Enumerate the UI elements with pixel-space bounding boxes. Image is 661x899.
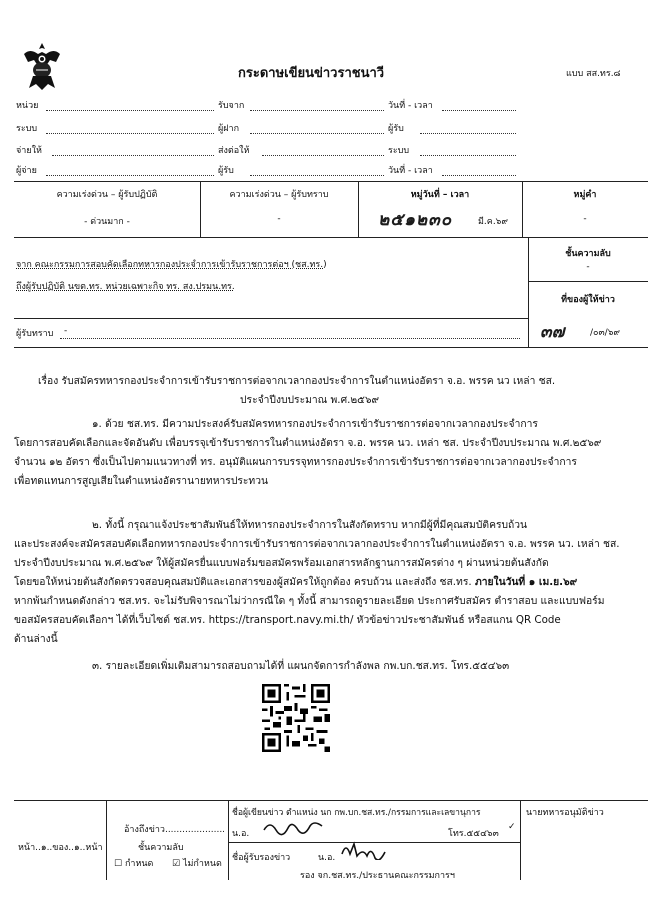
- from-line: จาก คณะกรรมการสอบคัดเลือกทหารกองประจำการเข้ารับราชการต่อฯ (ชส.ทร.): [16, 260, 327, 270]
- receiver2-label: ผู้รับ: [218, 166, 234, 176]
- para3: ๓. รายละเอียดเพิ่มเติมสามารถสอบถามได้ที่ แผนกจัดการกำลังพล กพ.บก.ชส.ทร. โทร.๕๕๔๖๓: [92, 660, 510, 672]
- to-action-line: ถึงผู้รับปฏิบัติ นขต.ทร. หน่วยเฉพาะกิจ ทร. สง.ปรมน.ทร.: [16, 282, 235, 292]
- para2-line1: ๒. ทั้งนี้ กรุณาแจ้งประชาสัมพันธ์ให้ทหารกองประจำการในสังกัดทราบ หากมีผู้ที่มีคุณสมบัติครบถ้วน: [92, 519, 528, 531]
- system-label: ระบบ: [16, 124, 38, 134]
- msg-number-handwritten: ๓๗: [540, 322, 565, 342]
- receiver-field[interactable]: [420, 133, 516, 134]
- para2-line5: หากพ้นกำหนดดังกล่าว ชส.ทร. จะไม่รับพิจารณาไม่ว่ากรณีใด ๆ ทั้งนี้ สามารถดูรายละเอียด ประกาศรับสมัคร ตำราสอบ และแบบฟอร์ม: [14, 595, 605, 607]
- para2-line4: [14, 573, 577, 591]
- para2-line7: ด้านล่างนี้: [14, 633, 58, 645]
- secret-label: ชั้นความลับ: [138, 843, 184, 853]
- para2-line6: ขอสมัครสอบคัดเลือกฯ ได้ที่เว็บไซต์ ชส.ทร. https://transport.navy.mi.th/ หัวข้อข่าวประชาสัมพันธ์ หรือสแกน QR Code: [14, 614, 561, 626]
- para1-line3: จำนวน ๑๒ อัตรา ซึ่งเป็นไปตามแนวทางที่ ทร. อนุมัติแผนการบรรจุทหารกองประจำการเข้ารับราชการต่อจากเวลากองประจำการ: [14, 456, 577, 468]
- writer-label: ชื่อผู้เขียนข่าว ตำแหน่ง นก กพ.บก.ชส.ทร./กรรมการและเลขานุการ: [232, 808, 481, 818]
- para1-line2: โดยการสอบคัดเลือกและจัดอันดับ เพื่อบรรจุเข้ารับราชการในตำแหน่งอัตรา จ.อ. พรรค นว. เหล่า ชส. ประจำปีงบประมาณ พ.ศ.๒๕๖๙: [14, 437, 602, 449]
- system2-field[interactable]: [420, 155, 516, 156]
- to-info-label: ผู้รับทราบ: [16, 329, 54, 339]
- unit-field[interactable]: [46, 110, 214, 111]
- msg-number-suffix: /๐๓/๖๙: [590, 328, 621, 338]
- para2-line4-text: โดยขอให้หน่วยต้นสังกัดตรวจสอบคุณสมบัติและเอกสารของผู้สมัครให้ถูกต้อง ครบถ้วน และส่งถึง ชส.ทร.: [14, 576, 472, 588]
- to-info-field[interactable]: [60, 338, 520, 339]
- opt-unset-label: ไม่กำหนด: [182, 859, 222, 869]
- urgency-action-value: - ด่วนมาก -: [84, 217, 130, 227]
- dtg-value-handwritten: ๒๕๑๒๓๐: [378, 210, 453, 230]
- approver-label: นายทหารอนุมัติข่าว: [526, 808, 604, 818]
- opt-set-label: กำหนด: [124, 859, 154, 869]
- writer-signature: [262, 818, 324, 836]
- checkbox-unchecked-icon[interactable]: ☐: [114, 859, 123, 869]
- writer-phone: โทร.๕๕๔๖๓: [448, 829, 499, 839]
- urgency-action-head: ความเร่งด่วน – ผู้รับปฏิบัติ: [56, 190, 158, 200]
- forward-field[interactable]: [262, 155, 384, 156]
- certifier-signature: [340, 840, 388, 860]
- dtg-head: หมู่วันที่ – เวลา: [410, 190, 470, 200]
- word-count-value: -: [583, 214, 587, 224]
- para1-line1: ๑. ด้วย ชส.ทร. มีความประสงค์รับสมัครทหารกองประจำการเข้ารับราชการต่อจากเวลากองประจำการ: [92, 418, 538, 430]
- certifier-label: ชื่อผู้รับรองข่าว: [232, 853, 291, 863]
- sender-label: ผู้ฝาก: [218, 124, 240, 134]
- msg-number-label: ที่ของผู้ให้ข่าว: [561, 295, 615, 305]
- from-label: รับจาก: [218, 101, 245, 111]
- urgency-info-head: ความเร่งด่วน – ผู้รับทราบ: [229, 190, 329, 200]
- para2-line3: ประจำปีงบประมาณ พ.ศ.๒๕๖๙ ให้ผู้สมัครยื่นแบบฟอร์มขอสมัครพร้อมเอกสารหลักฐานการสมัครต่าง ๆ ผ่านหน่วยต้นสังกัด: [14, 557, 549, 569]
- check-mark-icon: ✓: [508, 822, 516, 832]
- date-time2-field[interactable]: [442, 175, 516, 176]
- subject-line-2: ประจำปีงบประมาณ พ.ศ.๒๕๖๙: [240, 394, 380, 406]
- date-time-field[interactable]: [442, 110, 516, 111]
- receiver2-field[interactable]: [250, 175, 384, 176]
- system2-label: ระบบ: [388, 146, 410, 156]
- page-label: หน้า..๑..ของ..๑..หน้า: [18, 843, 103, 853]
- word-count-head: หมู่คำ: [573, 190, 597, 200]
- date-time2-label: วันที่ - เวลา: [388, 166, 433, 176]
- certifier-rank: น.อ.: [318, 853, 336, 863]
- qr-code-icon[interactable]: [262, 684, 330, 752]
- writer-rank: น.อ.: [232, 829, 250, 839]
- dtg-month: มี.ค.๖๙: [478, 217, 508, 227]
- to-info-value: -: [64, 326, 68, 336]
- deadline-emphasis: ภายในวันที่ ๑ เม.ย.๖๙: [474, 576, 578, 588]
- opt-unset[interactable]: [172, 856, 222, 870]
- document-title: กระดาษเขียนข่าวราชนาวี: [238, 66, 385, 81]
- from-field[interactable]: [250, 110, 384, 111]
- forward-label: ส่งต่อให้: [218, 146, 250, 156]
- pay-to-field[interactable]: [52, 155, 214, 156]
- ref-label: อ้างถึงข่าว.....................: [124, 825, 226, 835]
- navy-emblem-logo: [20, 40, 64, 92]
- unit-label: หน่วย: [16, 101, 39, 111]
- pay-to-label: จ่ายให้: [16, 146, 42, 156]
- distributor-label: ผู้จ่าย: [16, 166, 37, 176]
- para2-line2: และประสงค์จะสมัครสอบคัดเลือกทหารกองประจำการเข้ารับราชการต่อจากเวลากองประจำการในตำแหน่งอัตรา จ.อ. พรรค นว. เหล่า ชส.: [14, 538, 620, 550]
- certifier-position: รอง จก.ชส.ทร./ประธานคณะกรรมการฯ: [300, 871, 455, 881]
- classification-value: -: [586, 262, 590, 272]
- distributor-field[interactable]: [46, 175, 214, 176]
- classification-label: ชั้นความลับ: [565, 249, 611, 259]
- opt-set[interactable]: [114, 856, 153, 870]
- urgency-info-value: -: [277, 214, 281, 224]
- checkbox-checked-icon[interactable]: ☑: [172, 859, 181, 869]
- subject-line-1: เรื่อง รับสมัครทหารกองประจำการเข้ารับราชการต่อจากเวลากองประจำการในตำแหน่งอัตรา จ.อ. พรรค นว เหล่า ชส.: [38, 375, 556, 387]
- date-time-label: วันที่ - เวลา: [388, 101, 433, 111]
- system-field[interactable]: [46, 133, 214, 134]
- form-code: แบบ สส.ทร.๘: [566, 69, 621, 79]
- sender-field[interactable]: [250, 133, 384, 134]
- para1-line4: เพื่อทดแทนการสูญเสียในตำแหน่งอัตรานายทหารประทวน: [14, 475, 269, 487]
- receiver-label: ผู้รับ: [388, 124, 404, 134]
